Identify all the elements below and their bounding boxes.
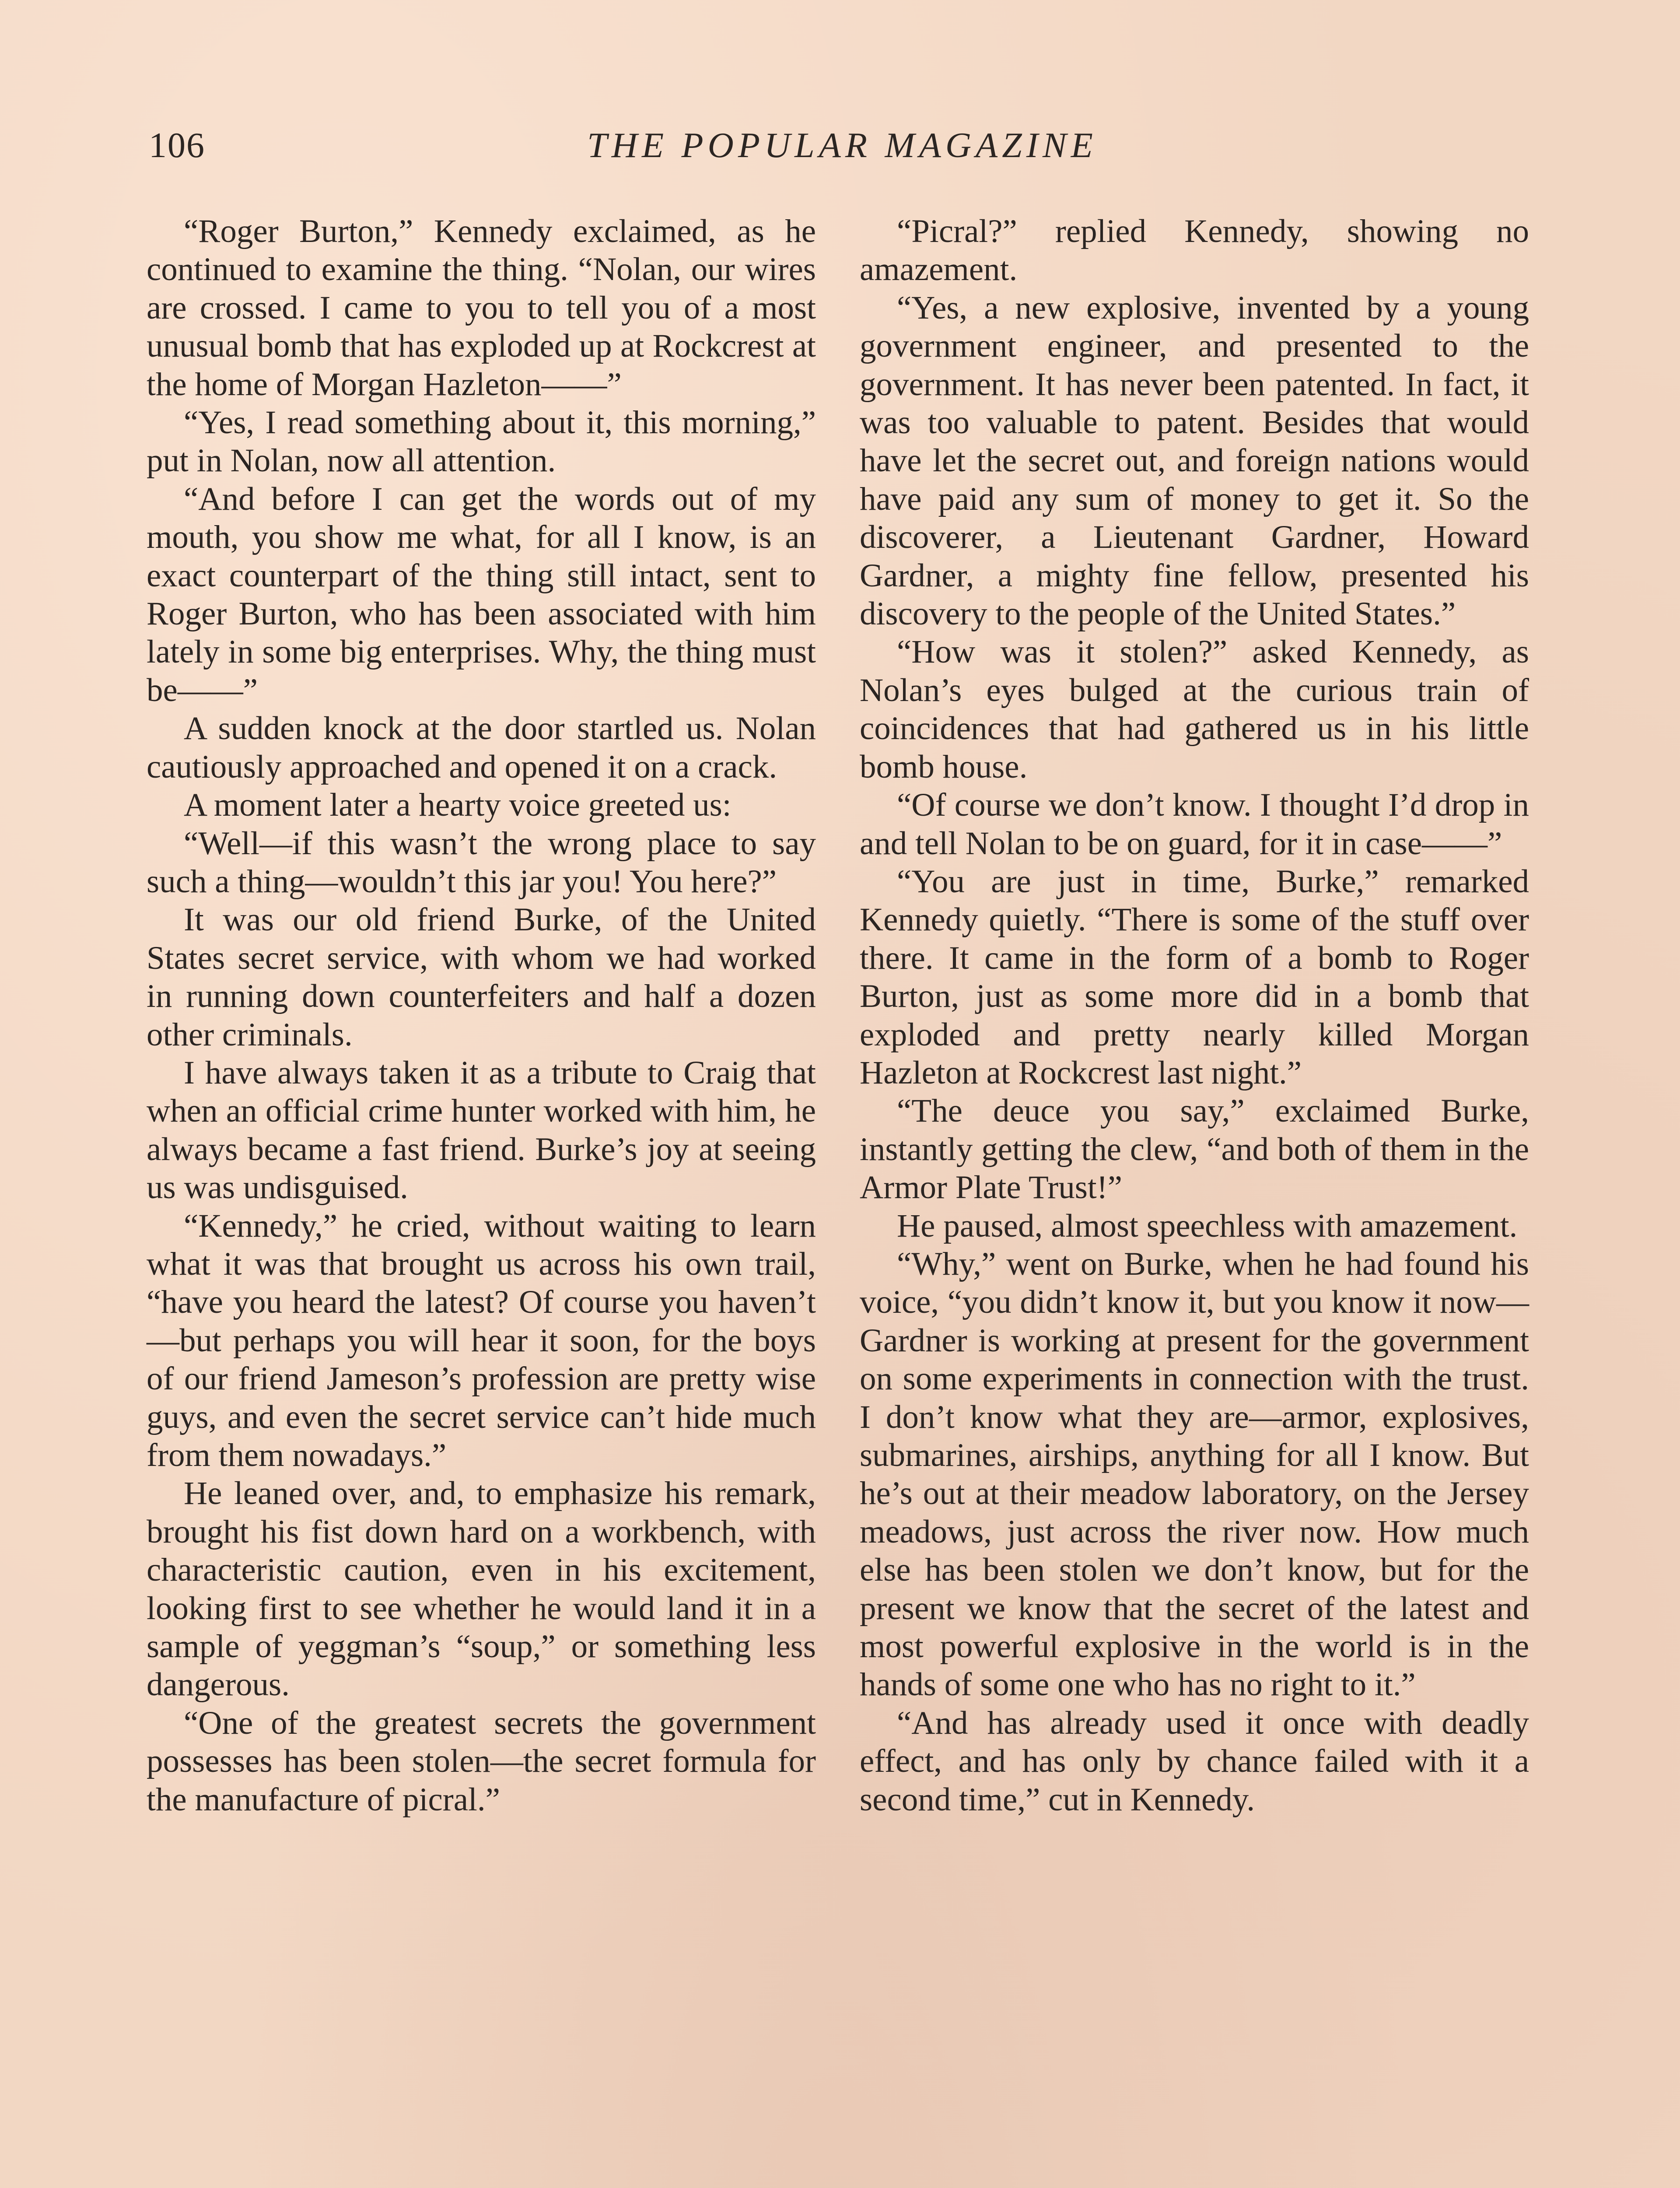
paragraph: He leaned over, and, to emphasize his remark, brought his fist down hard on a workbench, with characteristic caution, even in his excitement, looking first to see whether he would land it in a sample of yeggman’s “soup,” or something less dangerous. <box>147 1475 816 1703</box>
page-number: 106 <box>149 125 205 165</box>
page-header <box>149 125 1536 177</box>
paragraph: “Picral?” replied Kennedy, showing no amazement. <box>860 213 1529 288</box>
paragraph: A sudden knock at the door startled us. Nolan cautiously approached and opened it on a crack. <box>147 710 816 785</box>
paragraph: I have always taken it as a tribute to Craig that when an official crime hunter worked with him, he always became a fast friend. Burke’s joy at seeing us was undisguised. <box>147 1054 816 1206</box>
paragraph: “One of the greatest secrets the government possesses has been stolen—the secret formula for the manufacture of picral.” <box>147 1704 816 1818</box>
paragraph: “And has already used it once with deadly effect, and has only by chance failed with it a second time,” cut in Kennedy. <box>860 1704 1529 1818</box>
paragraph: “Yes, I read something about it, this morning,” put in Nolan, now all attention. <box>147 404 816 479</box>
left-column <box>147 212 816 1819</box>
paragraph: “Kennedy,” he cried, without waiting to learn what it was that brought us across his own trail, “have you heard the latest? Of course you haven’t—but perhaps you will hear it soon, for the boys of our friend Jameson’s profession are pretty wise guys, and even the secret service can’t hide much from them nowadays.” <box>147 1207 816 1473</box>
paragraph: “You are just in time, Burke,” remarked Kennedy quietly. “There is some of the stuff over there. It came in the form of a bomb to Roger Burton, just as some more did in a bomb that exploded and pretty nearly killed Morgan Hazleton at Rockcrest last night.” <box>860 863 1529 1091</box>
paragraph: “Well—if this wasn’t the wrong place to say such a thing—wouldn’t this jar you! You here?” <box>147 825 816 900</box>
running-title: THE POPULAR MAGAZINE <box>587 125 1097 165</box>
paragraph: “Yes, a new explosive, invented by a young government engineer, and presented to the government. It has never been patented. In fact, it was too valuable to patent. Besides that would have let the secret out, and foreign nations would have paid any sum of money to get it. So the discoverer, a Lieutenant Gardner, Howard Gardner, a mighty fine fellow, presented his discovery to the people of the United States.” <box>860 289 1529 632</box>
paragraph: A moment later a hearty voice greeted us: <box>184 787 732 824</box>
paragraph: It was our old friend Burke, of the United States secret service, with whom we had worked in running down counterfeiters and half a dozen other criminals. <box>147 901 816 1053</box>
paragraph: “The deuce you say,” exclaimed Burke, instantly getting the clew, “and both of them in the Armor Plate Trust!” <box>860 1093 1529 1206</box>
paragraph: “Why,” went on Burke, when he had found his voice, “you didn’t know it, but you know it now—Gardner is working at present for the government on some experiments in connection with the trust. I don’t know what they are—armor, explosives, submarines, airships, anything for all I know. But he’s out at their meadow laboratory, on the Jersey meadows, just across the river now. How much else has been stolen we don’t know, but for the present we know that the secret of the latest and most powerful explosive in the world is in the hands of some one who has no right to it.” <box>860 1245 1529 1703</box>
paragraph: “And before I can get the words out of my mouth, you show me what, for all I know, is an exact counterpart of the thing still intact, sent to Roger Burton, who has been associated with him lately in some big enterprises. Why, the thing must be——” <box>147 480 816 708</box>
paragraph: “Of course we don’t know. I thought I’d drop in and tell Nolan to be on guard, for it in case——” <box>860 787 1529 862</box>
paragraph: “Roger Burton,” Kennedy exclaimed, as he continued to examine the thing. “Nolan, our wires are crossed. I came to you to tell you of a most unusual bomb that has exploded up at Rockcrest at the home of Morgan Hazleton——” <box>147 213 816 403</box>
paragraph: “How was it stolen?” asked Kennedy, as Nolan’s eyes bulged at the curious train of coincidences that had gathered us in his little bomb house. <box>860 634 1529 785</box>
right-column <box>860 212 1529 1819</box>
paragraph: He paused, almost speechless with amazement. <box>897 1207 1518 1244</box>
